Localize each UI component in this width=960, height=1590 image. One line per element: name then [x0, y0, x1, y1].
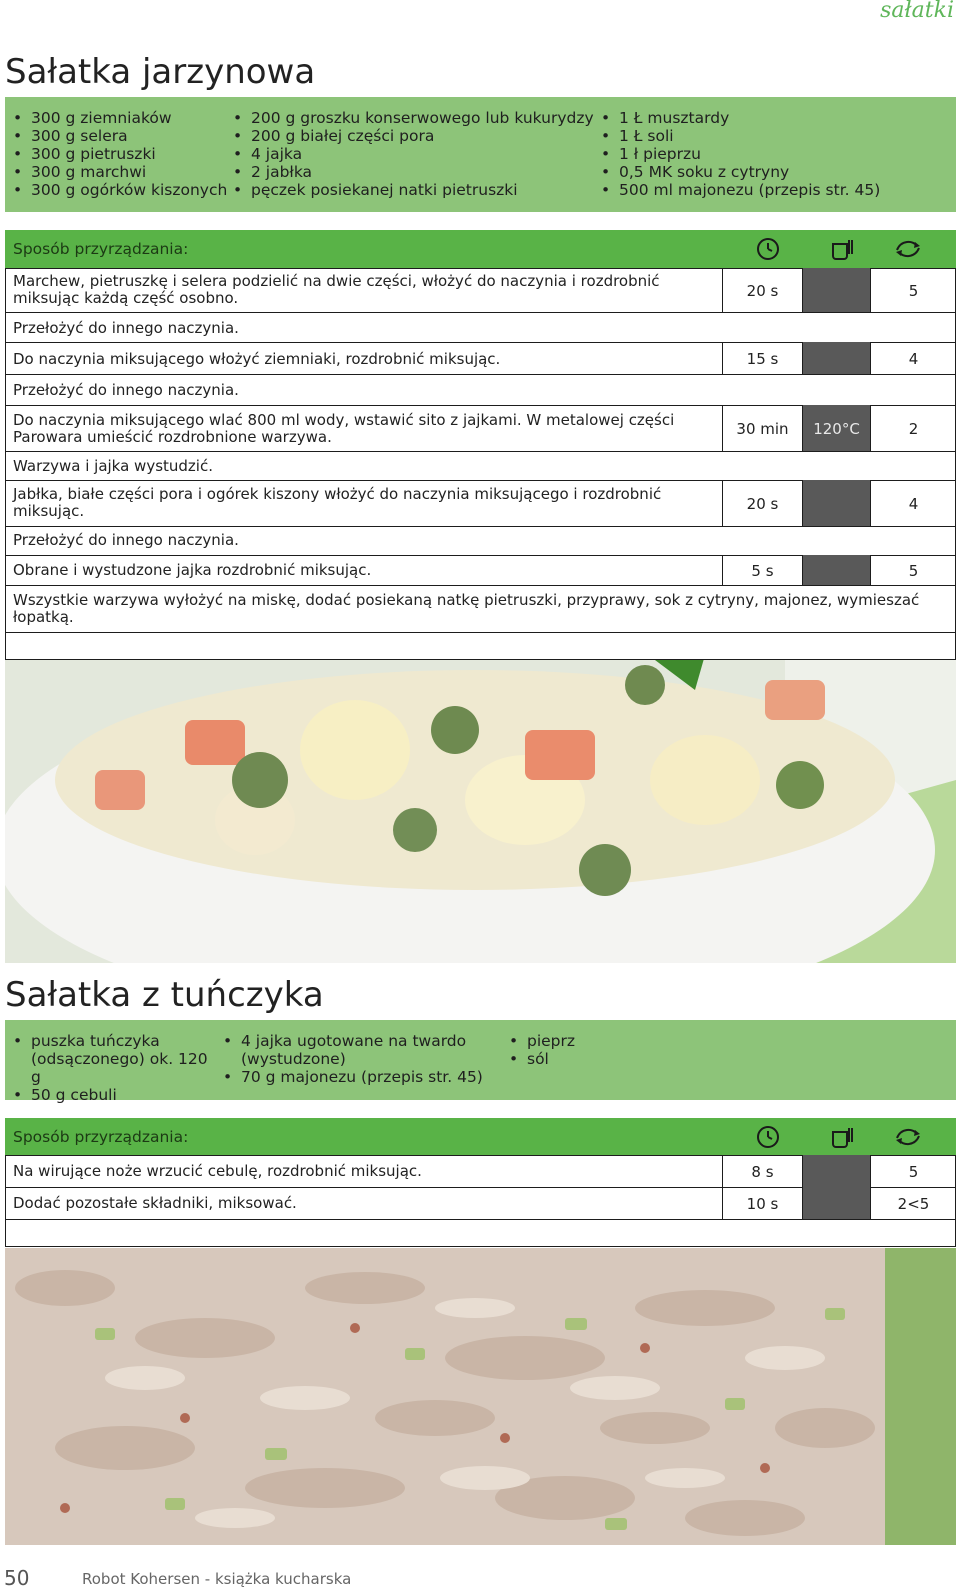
step-text: Wszystkie warzywa wyłożyć na miskę, dodać posiekaną natkę pietruszki, przyprawy, sok z cytryny, majonez, wymieszać łopatką. — [13, 591, 920, 626]
temp-cell — [802, 342, 870, 375]
ingredient: • 200 g groszku konserwowego lub kukurydzy — [251, 109, 594, 127]
ingredient: • 4 jajka ugotowane na twardo (wystudzone) — [241, 1032, 491, 1068]
timer-icon — [753, 234, 783, 264]
ingredients-panel — [5, 1020, 956, 1104]
ingredient: • 4 jajka — [251, 145, 594, 163]
ingredient: • 300 g selera — [31, 127, 227, 145]
step-text: Dodać pozostałe składniki, miksować. — [13, 1194, 297, 1212]
ingredient-column — [9, 109, 227, 199]
speed-cell: 4 — [870, 480, 956, 527]
footer-title: Robot Kohersen - książka kucharska — [82, 1570, 352, 1588]
ingredient-column — [229, 109, 594, 199]
ingredient-column — [219, 1032, 491, 1086]
prep-label: Sposób przyrządzania: — [13, 240, 189, 258]
speed-cell: 5 — [870, 1155, 956, 1188]
ingredient: • 0,5 MK soku z cytryny — [619, 163, 880, 181]
speed-cell: 4 — [870, 342, 956, 375]
speed-cell: 2<5 — [870, 1187, 956, 1220]
step-row — [5, 526, 956, 556]
step-text: Obrane i wystudzone jajka rozdrobnić miksując. — [13, 561, 372, 579]
temp-cell — [802, 268, 870, 313]
temp-cell: 120°C — [802, 405, 870, 452]
time-cell: 30 min — [722, 405, 802, 452]
salad-illustration — [5, 660, 956, 963]
ingredient-column — [9, 1032, 221, 1104]
time-cell: 8 s — [722, 1155, 802, 1188]
step-text: Jabłka, białe części pora i ogórek kiszony włożyć do naczynia miksującego i rozdrobnić miksując. — [13, 485, 662, 520]
step-text: Warzywa i jajka wystudzić. — [13, 457, 213, 475]
ingredient-column — [597, 109, 880, 199]
prep-header — [5, 230, 956, 268]
step-row — [5, 451, 956, 481]
ingredient: • 500 ml majonezu (przepis str. 45) — [619, 181, 880, 199]
ingredient: • 300 g marchwi — [31, 163, 227, 181]
time-cell: 10 s — [722, 1187, 802, 1220]
ingredient: • 200 g białej części pora — [251, 127, 594, 145]
step-text: Przełożyć do innego naczynia. — [13, 381, 239, 399]
ingredient: • pęczek posiekanej natki pietruszki — [251, 181, 594, 199]
step-text: Do naczynia miksującego wlać 800 ml wody, wstawić sito z jajkami. W metalowej części Parowara umieścić rozdrobnione warzywa. — [13, 411, 675, 446]
ingredient: • 50 g cebuli — [31, 1086, 221, 1104]
time-cell: 20 s — [722, 268, 802, 313]
ingredient: • 70 g majonezu (przepis str. 45) — [241, 1068, 491, 1086]
step-text: Przełożyć do innego naczynia. — [13, 319, 239, 337]
step-text: Do naczynia miksującego włożyć ziemniaki, rozdrobnić miksując. — [13, 350, 501, 368]
step-row — [5, 1187, 956, 1220]
tuna-photo — [5, 1248, 956, 1545]
speed-cell: 2 — [870, 405, 956, 452]
ingredient: • puszka tuńczyka (odsączonego) ok. 120 g — [31, 1032, 221, 1086]
ingredient: • 1 ł pieprzu — [619, 145, 880, 163]
step-row — [5, 312, 956, 343]
timer-icon — [753, 1122, 783, 1152]
step-row — [5, 585, 956, 633]
step-row — [5, 405, 956, 452]
ingredient-column — [505, 1032, 575, 1068]
page-number: 50 — [4, 1566, 30, 1590]
ingredient: • pieprz — [527, 1032, 575, 1050]
spacer-row — [5, 1219, 956, 1247]
spacer-row — [5, 632, 956, 660]
temperature-icon — [827, 234, 857, 264]
step-text: Na wirujące noże wrzucić cebulę, rozdrobnić miksując. — [13, 1162, 422, 1180]
ingredient: • 2 jabłka — [251, 163, 594, 181]
step-row — [5, 268, 956, 313]
ingredients-panel — [5, 97, 956, 212]
speed-icon — [893, 234, 923, 264]
speed-icon — [893, 1122, 923, 1152]
step-row — [5, 1155, 956, 1188]
time-cell: 15 s — [722, 342, 802, 375]
speed-cell: 5 — [870, 268, 956, 313]
recipe-title: Sałatka jarzynowa — [5, 52, 316, 92]
temperature-icon — [827, 1122, 857, 1152]
ingredient: • sól — [527, 1050, 575, 1068]
step-row — [5, 374, 956, 406]
ingredient: • 300 g pietruszki — [31, 145, 227, 163]
temp-cell — [802, 480, 870, 527]
temp-cell — [802, 1155, 870, 1188]
prep-header — [5, 1118, 956, 1156]
recipe-title: Sałatka z tuńczyka — [5, 975, 324, 1015]
step-text: Przełożyć do innego naczynia. — [13, 531, 239, 549]
speed-cell: 5 — [870, 555, 956, 586]
temp-cell — [802, 555, 870, 586]
step-row — [5, 480, 956, 527]
ingredient: • 1 Ł soli — [619, 127, 880, 145]
section-tag: sałatki — [880, 0, 954, 23]
step-text: Marchew, pietruszkę i selera podzielić na dwie części, włożyć do naczynia i rozdrobnić miksując każdą część osobno. — [13, 272, 660, 307]
time-cell: 20 s — [722, 480, 802, 527]
temp-cell — [802, 1187, 870, 1220]
ingredient: • 1 Ł musztardy — [619, 109, 880, 127]
time-cell: 5 s — [722, 555, 802, 586]
prep-label: Sposób przyrządzania: — [13, 1128, 189, 1146]
tuna-illustration — [5, 1248, 956, 1545]
ingredient: • 300 g ziemniaków — [31, 109, 227, 127]
salad-photo — [5, 660, 956, 963]
ingredient: • 300 g ogórków kiszonych — [31, 181, 227, 199]
step-row — [5, 342, 956, 375]
step-row — [5, 555, 956, 586]
